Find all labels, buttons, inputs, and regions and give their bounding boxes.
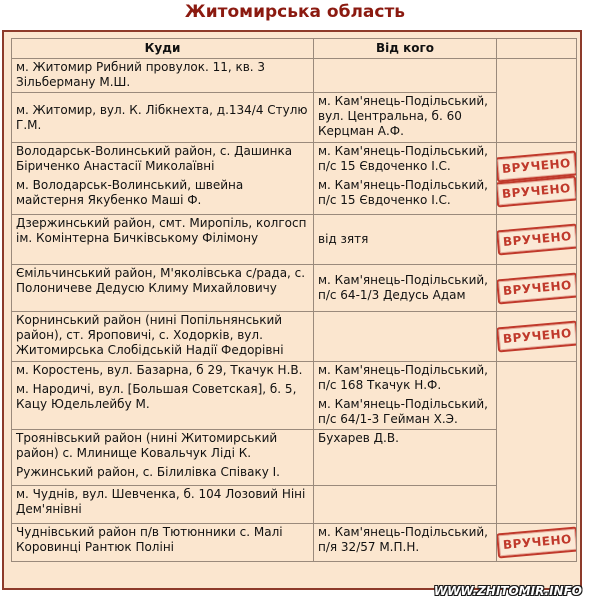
column-header-to: Куди xyxy=(12,39,314,59)
cell-to: Ємільчинський район, М'яколівська с/рада, с. Полоничеве Дедусю Климу Михайловичу xyxy=(12,265,314,312)
cell-from xyxy=(314,312,497,362)
table-row xyxy=(12,265,577,312)
page-title: Житомирська область xyxy=(184,2,406,22)
cell-to: м. Житомир Рибний провулок. 11, кв. 3 Зільберману М.Ш. xyxy=(12,59,314,93)
delivered-stamp: ВРУЧЕНО xyxy=(497,527,577,559)
table-row xyxy=(12,59,577,93)
address-line: м. Народичі, вул. [Большая Советская], б. 5, Кацу Юдельлейбу М. xyxy=(16,382,297,411)
cell-from xyxy=(314,59,497,93)
table-row xyxy=(12,93,577,143)
column-header-stamp xyxy=(497,39,577,59)
delivered-stamp: ВРУЧЕНО xyxy=(497,224,577,256)
cell-from: Бухарев Д.В. xyxy=(314,430,497,486)
cell-from: від зятя xyxy=(314,215,497,265)
letters-table-frame xyxy=(2,30,582,590)
cell-from: м. Кам'янець-Подільський, п/с 64-1/3 Дедусь Адам xyxy=(314,265,497,312)
delivered-stamp: ВРУЧЕНО xyxy=(497,321,577,353)
cell-from: м. Кам'янець-Подільський, вул. Центральна, б. 60 Керцман А.Ф. xyxy=(314,93,497,143)
cell-to: Корнинський район (нині Попільнянський район), ст. Яроповичі, с. Ходорків, вул. Житомирська Слобідській Надії Федорівні xyxy=(12,312,314,362)
cell-to: Чуднівський район п/в Тютюнники с. Малі Коровинці Рантюк Поліні xyxy=(12,524,314,562)
cell-from: м. Кам'янець-Подільський, п/я 32/57 М.П.Н. xyxy=(314,524,497,562)
address-line: м. Коростень, вул. Базарна, б 29, Ткачук Н.В. xyxy=(16,363,303,377)
address-line: Ружинський район, с. Білилівка Співаку І. xyxy=(16,465,280,479)
table-row xyxy=(12,430,577,486)
cell-stamp xyxy=(497,524,577,562)
cell-stamp xyxy=(497,143,577,215)
table-row xyxy=(12,143,577,215)
sender-line: м. Кам'янець-Подільський, п/с 168 Ткачук Н.Ф. xyxy=(318,363,488,392)
address-line: Троянівський район (нині Житомирський район) с. Млинище Ковальчук Ліді К. xyxy=(16,431,278,460)
cell-from xyxy=(314,143,497,215)
cell-stamp xyxy=(497,312,577,362)
sender-line: м. Кам'янець-Подільський, п/с 15 Євдоченко І.С. xyxy=(318,178,488,207)
cell-stamp xyxy=(497,362,577,524)
column-header-from: Від кого xyxy=(314,39,497,59)
cell-from xyxy=(314,362,497,430)
table-row xyxy=(12,486,577,524)
cell-to xyxy=(12,143,314,215)
address-line: Володарськ-Волинський район, с. Дашинка Біриченко Анастасії Миколаївні xyxy=(16,144,293,173)
cell-stamp xyxy=(497,59,577,143)
delivered-stamp: ВРУЧЕНО xyxy=(497,150,577,182)
sender-line: м. Кам'янець-Подільський, п/с 15 Євдоченко І.С. xyxy=(318,144,488,173)
letters-table xyxy=(11,38,577,562)
delivered-stamp: ВРУЧЕНО xyxy=(497,175,577,207)
cell-to: Дзержинський район, смт. Миропіль, колгосп ім. Комінтерна Бичківському Філімону xyxy=(12,215,314,265)
cell-stamp xyxy=(497,215,577,265)
delivered-stamp: ВРУЧЕНО xyxy=(497,272,577,304)
table-row xyxy=(12,215,577,265)
cell-stamp xyxy=(497,265,577,312)
cell-from xyxy=(314,486,497,524)
cell-to xyxy=(12,430,314,486)
table-row xyxy=(12,312,577,362)
sender-line: м. Кам'янець-Подільський, п/с 64/1-3 Гейман Х.Э. xyxy=(318,397,488,426)
site-watermark: WWW.ZHITOMIR.INFO xyxy=(433,584,582,598)
table-header-row xyxy=(12,39,577,59)
table-row xyxy=(12,524,577,562)
cell-to: м. Чуднів, вул. Шевченка, б. 104 Лозовий Ніні Дем'янівні xyxy=(12,486,314,524)
cell-to xyxy=(12,362,314,430)
address-line: м. Володарськ-Волинський, швейна майстерня Якубенко Маші Ф. xyxy=(16,178,244,207)
cell-to: м. Житомир, вул. К. Лібкнехта, д.134/4 Стулю Г.М. xyxy=(12,93,314,143)
table-row xyxy=(12,362,577,430)
